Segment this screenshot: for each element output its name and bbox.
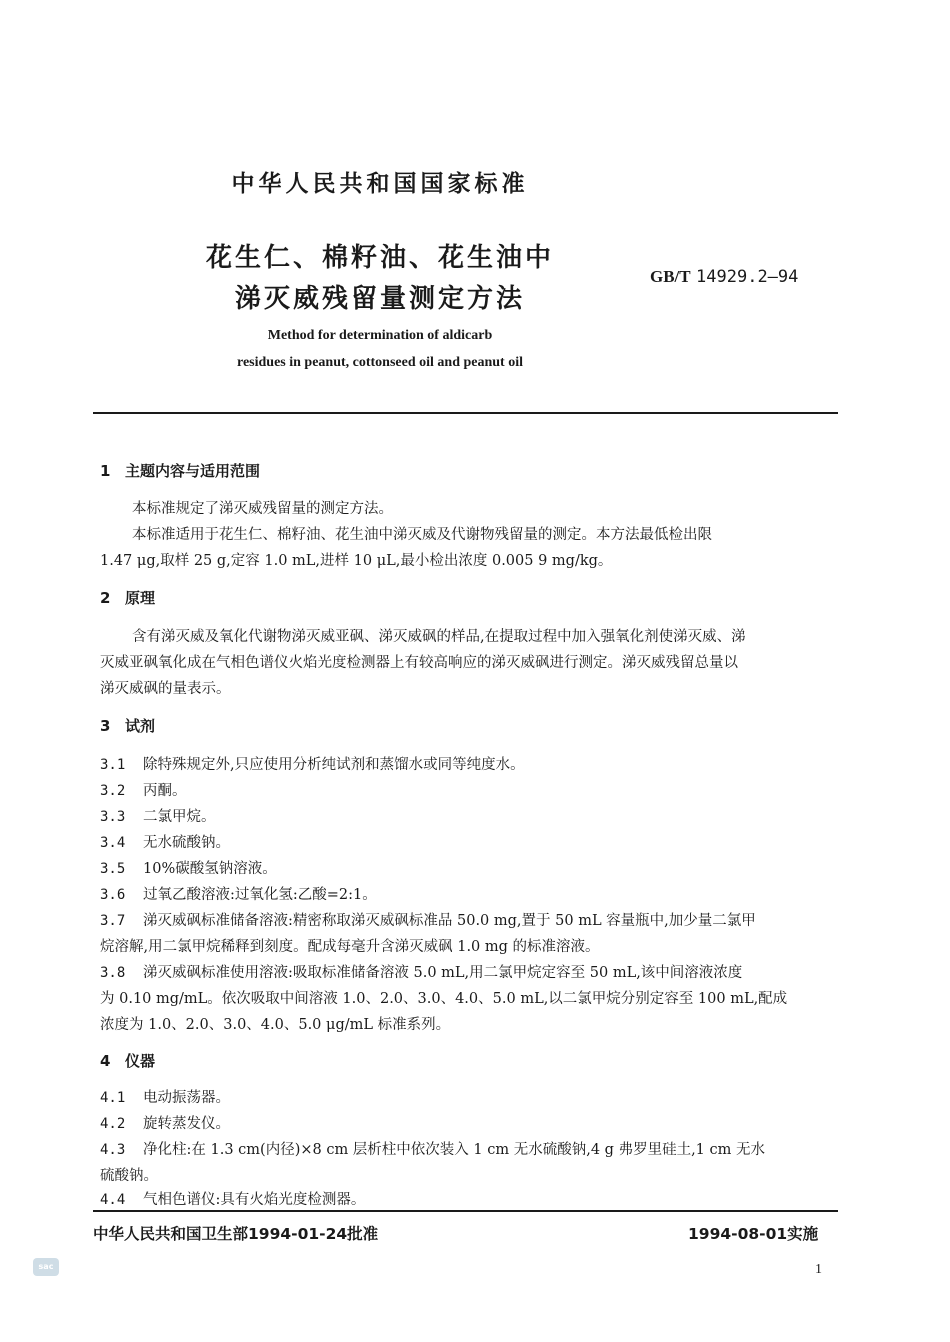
national-standard-heading: 中华人民共和国国家标准: [231, 171, 529, 197]
clause-text: 净化柱:在 1.3 cm(内径)×8 cm 层析柱中依次装入 1 cm 无水硫酸钠,4 g 弗罗里硅土,1 cm 无水: [143, 1142, 765, 1158]
clause-text: 10%碳酸氢钠溶液。: [143, 861, 277, 877]
implementation-date: 1994-08-01实施: [688, 1225, 819, 1243]
paragraph-line: 烷溶解,用二氯甲烷稀释到刻度。配成每毫升含涕灭威砜 1.0 mg 的标准溶液。: [100, 939, 600, 955]
clause-text: 气相色谱仪:具有火焰光度检测器。: [143, 1192, 366, 1208]
clause-4-4: [100, 1188, 365, 1209]
standard-code: [650, 267, 798, 287]
clause-number: 4.3: [100, 1142, 126, 1158]
page-number: 1: [815, 1262, 822, 1277]
clause-3-7: [100, 909, 756, 930]
section-title: 主题内容与适用范围: [125, 462, 261, 480]
section-heading: [100, 460, 260, 481]
standard-code-prefix: GB/T: [650, 267, 691, 286]
section-title: 仪器: [125, 1052, 156, 1070]
clause-number: 3.1: [100, 757, 126, 773]
section-heading: [100, 715, 155, 736]
english-title-line-2: residues in peanut, cottonseed oil and peanut oil: [236, 355, 523, 370]
section-number: 4: [100, 1052, 111, 1070]
paragraph-line: 涕灭威砜的量表示。: [100, 681, 231, 697]
clause-3-4: [100, 831, 230, 852]
clause-text: 无水硫酸钠。: [143, 835, 230, 851]
clause-number: 4.4: [100, 1192, 126, 1208]
paragraph-line: 浓度为 1.0、2.0、3.0、4.0、5.0 μg/mL 标准系列。: [100, 1017, 451, 1033]
section-number: 2: [100, 589, 111, 607]
document-title-line-2: 涕灭威残留量测定方法: [234, 284, 525, 314]
clause-text: 涕灭威砜标准储备溶液:精密称取涕灭威砜标准品 50.0 mg,置于 50 mL 容量瓶中,加少量二氯甲: [143, 913, 756, 929]
clause-4-1: [100, 1086, 230, 1107]
paragraph-line: 为 0.10 mg/mL。依次吸取中间溶液 1.0、2.0、3.0、4.0、5.0 mL,以二氯甲烷分别定容至 100 mL,配成: [100, 991, 788, 1007]
document-title-line-1: 花生仁、棉籽油、花生油中: [205, 243, 554, 273]
clause-number: 3.3: [100, 809, 126, 825]
paragraph-line: 本标准适用于花生仁、棉籽油、花生油中涕灭威及代谢物残留量的测定。本方法最低检出限: [132, 527, 712, 543]
approval-statement: 中华人民共和国卫生部1994-01-24批准: [93, 1225, 379, 1243]
clause-3-6: [100, 883, 377, 904]
clause-3-2: [100, 779, 187, 800]
section-heading: [100, 587, 155, 608]
sac-watermark-icon: sac: [33, 1258, 59, 1276]
standard-code-number: 14929.2—94: [696, 267, 799, 287]
clause-text: 过氧乙酸溶液:过氧化氢:乙酸=2:1。: [143, 887, 377, 903]
clause-text: 二氯甲烷。: [143, 809, 216, 825]
clause-text: 除特殊规定外,只应使用分析纯试剂和蒸馏水或同等纯度水。: [143, 757, 525, 773]
section-number: 1: [100, 462, 111, 480]
clause-3-8: [100, 961, 742, 982]
paragraph-line: 1.47 μg,取样 25 g,定容 1.0 mL,进样 10 μL,最小检出浓度 0.005 9 mg/kg。: [100, 553, 613, 569]
clause-3-1: [100, 753, 525, 774]
section-heading: [100, 1050, 155, 1071]
clause-text: 涕灭威砜标准使用溶液:吸取标准储备溶液 5.0 mL,用二氯甲烷定容至 50 mL,该中间溶液浓度: [143, 965, 743, 981]
section-title: 原理: [125, 589, 156, 607]
paragraph-line: 本标准规定了涕灭威残留量的测定方法。: [132, 501, 393, 517]
clause-3-5: [100, 857, 277, 878]
header-divider: [93, 412, 838, 414]
clause-4-2: [100, 1112, 230, 1133]
clause-4-3: [100, 1138, 765, 1159]
clause-number: 4.1: [100, 1090, 126, 1106]
section-title: 试剂: [125, 717, 156, 735]
clause-number: 3.6: [100, 887, 126, 903]
paragraph-line: 灭威亚砜氧化成在气相色谱仪火焰光度检测器上有较高响应的涕灭威砜进行测定。涕灭威残留总量以: [100, 655, 738, 671]
clause-text: 旋转蒸发仪。: [143, 1116, 230, 1132]
clause-number: 3.7: [100, 913, 126, 929]
clause-number: 3.5: [100, 861, 126, 877]
paragraph-line: 含有涕灭威及氧化代谢物涕灭威亚砜、涕灭威砜的样品,在提取过程中加入强氧化剂使涕灭威、涕: [132, 629, 746, 645]
footer-divider: [93, 1210, 838, 1212]
clause-text: 电动振荡器。: [143, 1090, 230, 1106]
paragraph-line: 硫酸钠。: [100, 1168, 158, 1184]
clause-text: 丙酮。: [143, 783, 187, 799]
english-title-line-1: Method for determination of aldicarb: [267, 328, 493, 343]
clause-number: 3.2: [100, 783, 126, 799]
clause-3-3: [100, 805, 216, 826]
clause-number: 3.8: [100, 965, 126, 981]
clause-number: 3.4: [100, 835, 126, 851]
clause-number: 4.2: [100, 1116, 126, 1132]
section-number: 3: [100, 717, 111, 735]
